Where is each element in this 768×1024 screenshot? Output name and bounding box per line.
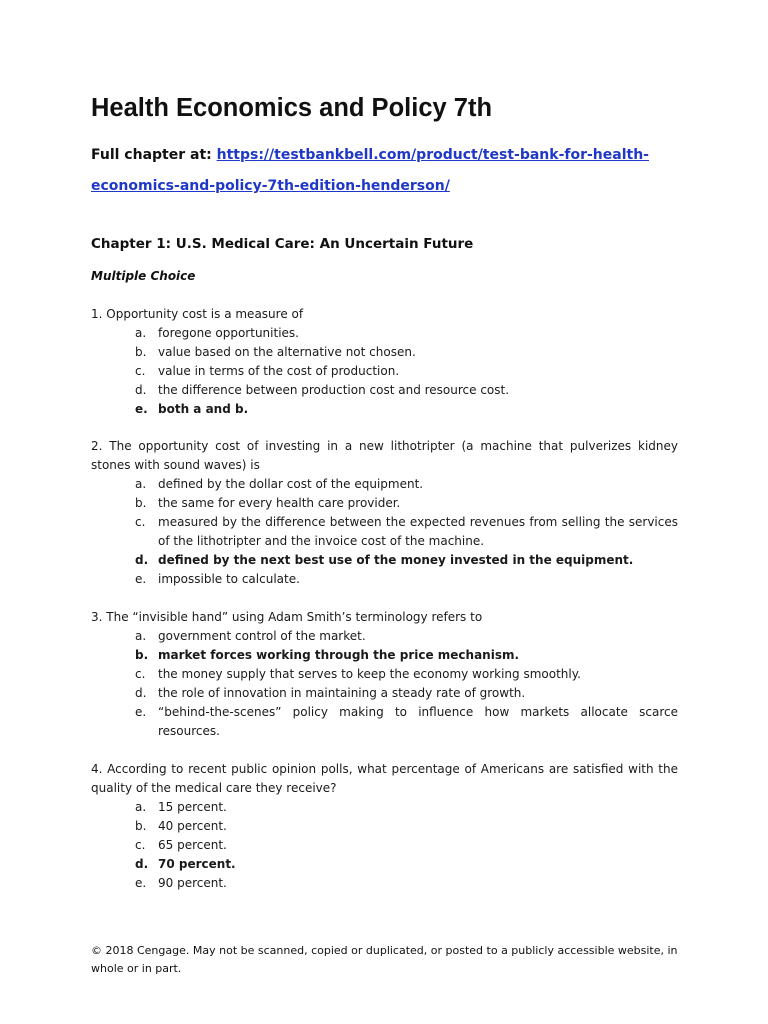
options-list	[91, 475, 678, 589]
option-b: b. the same for every health care provider.	[135, 496, 401, 510]
question-4	[91, 760, 678, 893]
question-stem: 3. The “invisible hand” using Adam Smith’s terminology refers to	[91, 610, 483, 624]
question-3	[91, 608, 678, 741]
copyright-footer: © 2018 Cengage. May not be scanned, copied or duplicated, or posted to a publicly accessible website, in whole or in part.	[91, 944, 678, 975]
question-1	[91, 305, 678, 419]
document-title: Health Economics and Policy 7th	[91, 94, 493, 122]
option-d: d. the difference between production cost and resource cost.	[135, 383, 510, 397]
options-list	[91, 798, 678, 893]
options-list	[91, 627, 678, 741]
option-c: c. measured by the difference between the expected revenues from selling the services of the lithotripter and the invoice cost of the machine.	[135, 515, 678, 548]
option-c: c. 65 percent.	[135, 838, 227, 852]
question-2	[91, 437, 678, 589]
option-a: a. foregone opportunities.	[135, 326, 299, 340]
link-label: Full chapter at:	[91, 147, 212, 163]
option-a: a. defined by the dollar cost of the equipment.	[135, 477, 424, 491]
chapter-link[interactable]: https://testbankbell.com/product/test-bank-for-health-economics-and-policy-7th-edition-henderson/	[91, 147, 649, 194]
chapter-heading: Chapter 1: U.S. Medical Care: An Uncertain Future	[91, 236, 474, 252]
question-stem: 1. Opportunity cost is a measure of	[91, 307, 304, 321]
option-e: e. “behind-the-scenes” policy making to influence how markets allocate scarce resources.	[135, 705, 678, 738]
option-d-correct: d. 70 percent.	[135, 857, 236, 871]
option-d: d. the role of innovation in maintaining a steady rate of growth.	[135, 686, 526, 700]
option-b-correct: b. market forces working through the price mechanism.	[135, 648, 520, 662]
question-stem: 4. According to recent public opinion polls, what percentage of Americans are satisfied with the quality of the medical care they receive?	[91, 762, 678, 795]
option-a: a. 15 percent.	[135, 800, 227, 814]
option-c: c. the money supply that serves to keep the economy working smoothly.	[135, 667, 581, 681]
option-e-correct: e. both a and b.	[135, 402, 249, 416]
option-e: e. 90 percent.	[135, 876, 227, 890]
option-c: c. value in terms of the cost of production.	[135, 364, 400, 378]
option-d-correct: d. defined by the next best use of the money invested in the equipment.	[135, 553, 634, 567]
option-a: a. government control of the market.	[135, 629, 366, 643]
section-heading: Multiple Choice	[91, 269, 196, 283]
question-stem: 2. The opportunity cost of investing in a new lithotripter (a machine that pulverizes kidney stones with sound waves) is	[91, 439, 678, 472]
option-b: b. value based on the alternative not chosen.	[135, 345, 416, 359]
options-list	[91, 324, 678, 419]
chapter-link-block	[91, 140, 691, 202]
option-b: b. 40 percent.	[135, 819, 227, 833]
option-e: e. impossible to calculate.	[135, 572, 300, 586]
